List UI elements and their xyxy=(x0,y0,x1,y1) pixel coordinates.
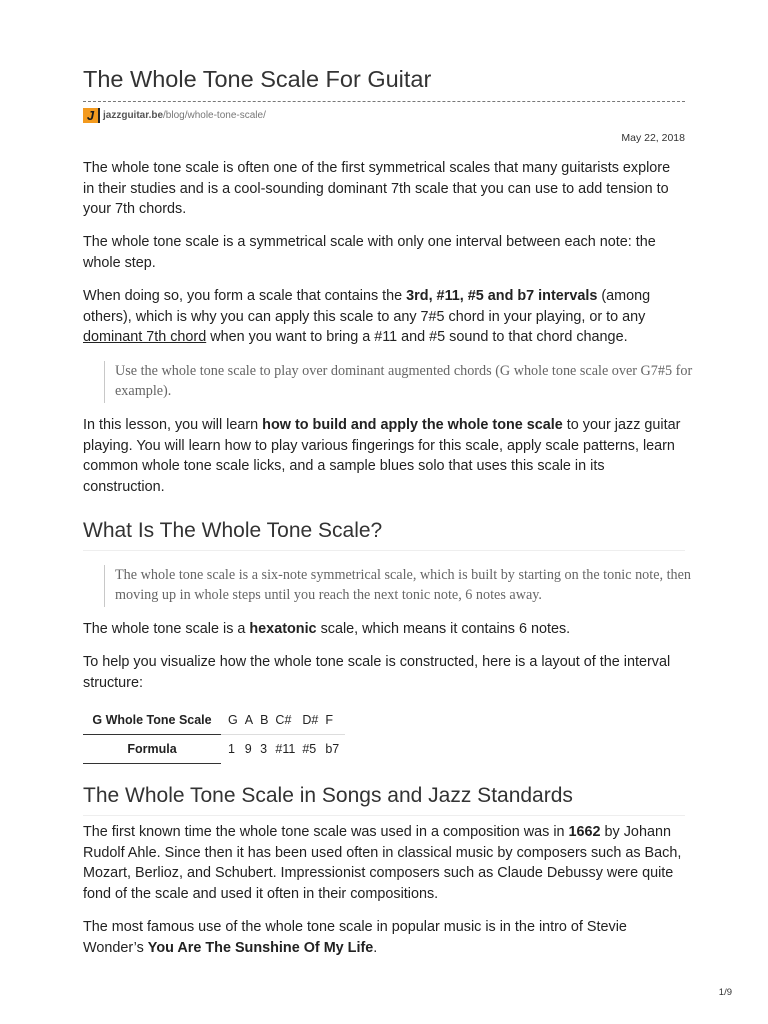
note-cell: C# xyxy=(268,706,295,735)
source-line xyxy=(83,107,266,123)
intro-blockquote: Use the whole tone scale to play over dominant augmented chords (G whole tone scale over G7#5 for example). xyxy=(104,361,695,403)
jazzguitar-logo-icon: J xyxy=(83,108,100,123)
formula-cell: #5 xyxy=(302,742,317,757)
intro-p3-text-c: when you want to bring a #11 and #5 sound to that chord change. xyxy=(206,329,628,346)
table-row xyxy=(83,706,345,735)
intro-p4-highlight: how to build and apply the whole tone scale xyxy=(262,417,563,433)
history-text-a: The first known time the whole tone scale was used in a composition was in xyxy=(83,824,569,840)
note-cell: D# xyxy=(295,706,318,735)
popular-text-b: . xyxy=(373,939,378,956)
history-year: 1662 xyxy=(568,824,601,840)
intro-paragraph-3 xyxy=(83,286,685,348)
page-number: 1/9 xyxy=(718,987,732,998)
publish-date: May 22, 2018 xyxy=(621,132,685,144)
dominant-7th-chord-link[interactable]: dominant 7th chord xyxy=(83,329,207,346)
source-path[interactable]: /blog/whole-tone-scale/ xyxy=(163,109,266,121)
popular-music-paragraph xyxy=(83,917,685,958)
title-divider xyxy=(83,101,685,102)
formula-cell: 3 xyxy=(260,742,268,757)
article-title: The Whole Tone Scale For Guitar xyxy=(83,66,432,92)
source-domain[interactable]: jazzguitar.be xyxy=(103,109,164,121)
formula-cell: 9 xyxy=(244,742,252,757)
note-cell: G xyxy=(221,706,238,735)
definition-blockquote: The whole tone scale is a six-note symmetrical scale, which is built by starting on the tonic note, then moving up in whole steps until you reach the next tonic note, 6 notes away. xyxy=(104,565,695,607)
intro-p4-text-b: to your jazz guitar playing. You will learn how to play various fingerings for this scale, apply scale patterns, learn common whole tone scale licks, and a sample blues solo that uses this scale in its construction. xyxy=(83,417,681,496)
intro-paragraph-2: The whole tone scale is a symmetrical scale with only one interval between each note: the whole step. xyxy=(83,234,656,271)
formula-cell: b7 xyxy=(325,742,340,757)
intro-paragraph-4 xyxy=(83,415,685,498)
hexatonic-text-b: scale, which means it contains 6 notes. xyxy=(316,621,571,637)
section-heading-songs: The Whole Tone Scale in Songs and Jazz Standards xyxy=(83,784,573,807)
intro-paragraph-1: The whole tone scale is often one of the first symmetrical scales that many guitarists explore in their studies and is a cool-sounding dominant 7th scale that you can use to add tension to your 7th chords. xyxy=(83,160,671,218)
intro-p4-text-a: In this lesson, you will learn xyxy=(83,417,263,433)
note-cell: A xyxy=(238,706,253,735)
formula-label-cell: Formula xyxy=(83,735,221,764)
note-cell: F xyxy=(318,706,345,735)
intro-p3-text-b: (among others), which is why you can apply this scale to any 7#5 chord in your playing, or to any xyxy=(83,288,651,325)
section-divider xyxy=(83,815,685,816)
table-row xyxy=(83,735,345,764)
note-cell: B xyxy=(253,706,268,735)
popular-text-a: The most famous use of the whole tone scale in popular music is in the intro of Stevie Wonder’s xyxy=(83,919,627,956)
hexatonic-text-a: The whole tone scale is a xyxy=(83,621,250,637)
interval-table xyxy=(83,706,345,764)
intro-p3-text-a: When doing so, you form a scale that contains the xyxy=(83,288,407,304)
intro-p3-intervals: 3rd, #11, #5 and b7 intervals xyxy=(406,288,598,304)
hexatonic-term: hexatonic xyxy=(249,621,317,637)
history-text-b: by Johann Rudolf Ahle. Since then it has been used often in classical music by composers such as Bach, Mozart, Berlioz, and Schubert. Impressionist composers such as Claude Debussy were quite fond of the scale and used it often in their compositions. xyxy=(83,824,682,903)
scale-name-cell: G Whole Tone Scale xyxy=(83,706,221,735)
song-title: You Are The Sunshine Of My Life xyxy=(147,939,374,956)
section-divider xyxy=(83,550,685,551)
section-heading-what-is: What Is The Whole Tone Scale? xyxy=(83,519,383,542)
hexatonic-paragraph xyxy=(83,619,685,640)
formula-cell: 1 xyxy=(228,742,235,757)
layout-paragraph: To help you visualize how the whole tone scale is constructed, here is a layout of the interval structure: xyxy=(83,654,671,691)
history-paragraph xyxy=(83,822,685,905)
formula-cell: #11 xyxy=(275,742,296,757)
